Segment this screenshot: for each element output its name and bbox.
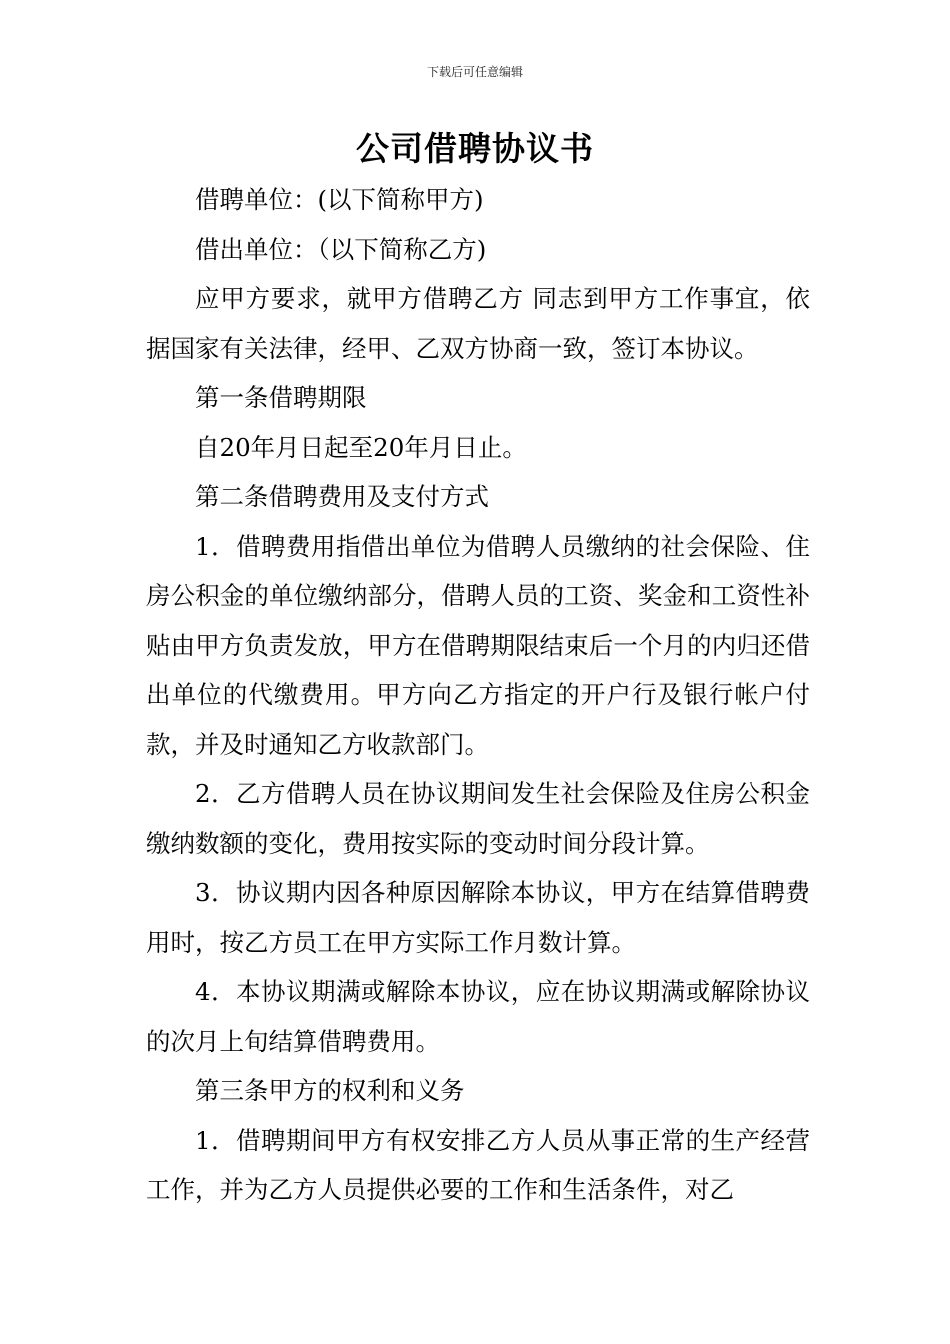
page-header-note: 下载后可任意编辑 <box>426 65 523 79</box>
article-3-heading: 第三条甲方的权利和义务 <box>195 1076 465 1105</box>
article-2-clause-1: 1．借聘费用指借出单位为借聘人员缴纳的社会保险、住房公积金的单位缴纳部分，借聘人员的工资、奖金和工资性补贴由甲方负责发放，甲方在借聘期限结束后一个月的内归还借出单位的代缴费用。甲方向乙方指定的开户行及银行帐户付款，并及时通知乙方收款部门。 <box>146 531 810 759</box>
article-1-term: 自20年月日起至20年月日止。 <box>195 432 527 462</box>
article-3-clause-1: 1．借聘期间甲方有权安排乙方人员从事正常的生产经营工作，并为乙方人员提供必要的工作和生活条件，对乙 <box>146 1125 810 1204</box>
paragraph-preamble: 应甲方要求，就甲方借聘乙方 同志到甲方工作事宜，依据国家有关法律，经甲、乙双方协商一致，签订本协议。 <box>146 284 810 363</box>
article-1-heading: 第一条借聘期限 <box>195 383 367 412</box>
paragraph-lending-unit: 借出单位：（以下简称乙方) <box>195 234 487 264</box>
document-body <box>146 175 810 1215</box>
article-2-clause-2: 2．乙方借聘人员在协议期间发生社会保险及住房公积金缴纳数额的变化，费用按实际的变动时间分段计算。 <box>146 779 810 858</box>
article-2-clause-3: 3．协议期内因各种原因解除本协议，甲方在结算借聘费用时，按乙方员工在甲方实际工作月数计算。 <box>146 878 810 957</box>
paragraph-borrowing-unit: 借聘单位：(以下简称甲方) <box>195 185 484 214</box>
document-title: 公司借聘协议书 <box>356 129 594 168</box>
article-2-clause-4: 4．本协议期满或解除本协议，应在协议期满或解除协议的次月上旬结算借聘费用。 <box>146 977 810 1056</box>
article-2-heading: 第二条借聘费用及支付方式 <box>195 482 489 511</box>
